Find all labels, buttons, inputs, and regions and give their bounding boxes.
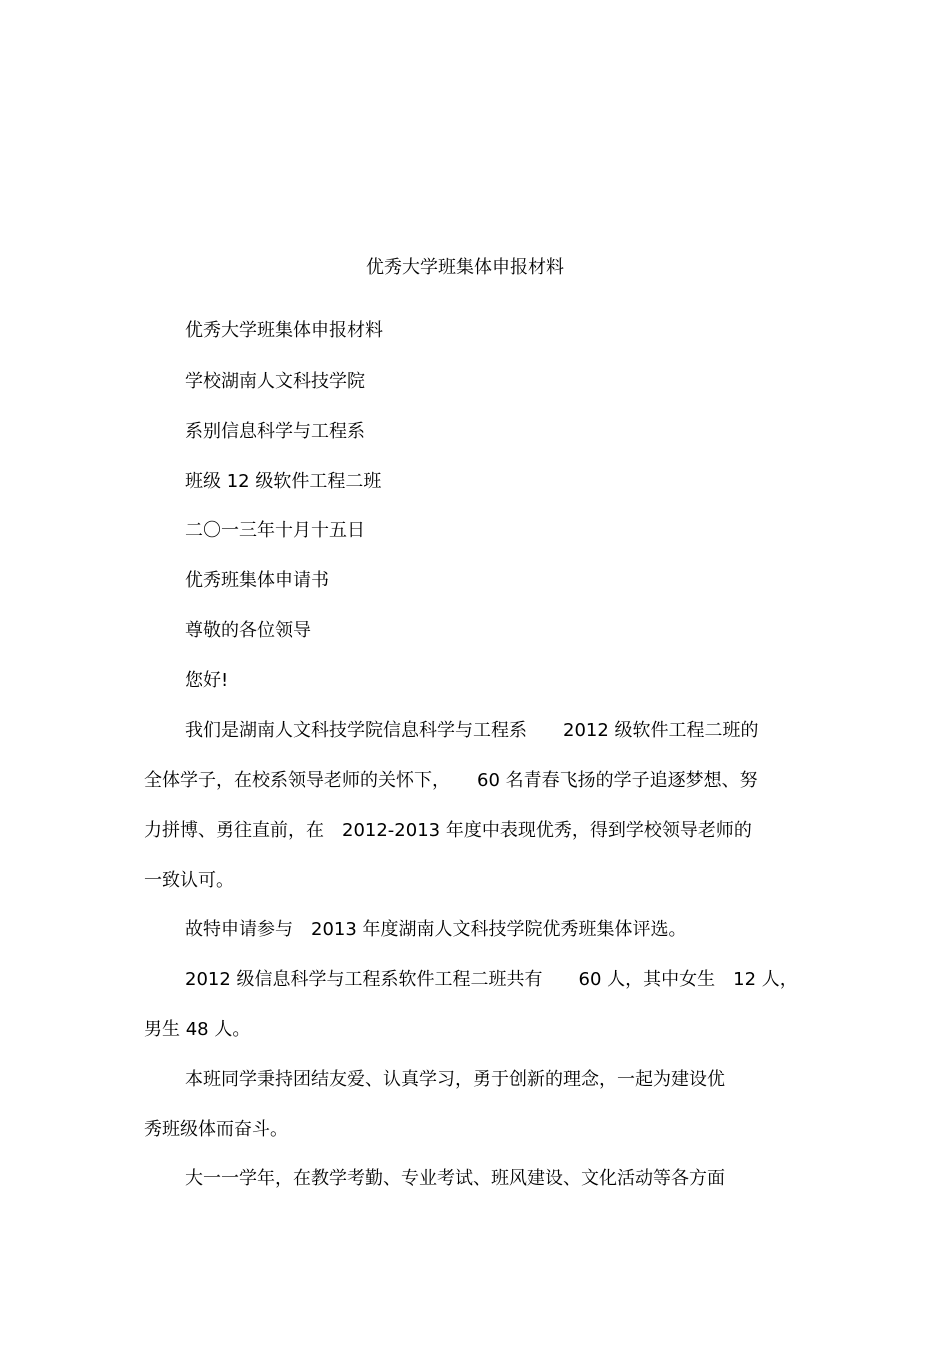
- text-line-paragraph-3-b: 男生 48 人。: [144, 1019, 251, 1040]
- text-line-paragraph-1-b: 全体学子，在校系领导老师的关怀下， 60 名青春飞扬的学子追逐梦想、努: [144, 770, 758, 791]
- text-line-paragraph-1-c: 力拼博、勇往直前，在 2012-2013 年度中表现优秀，得到学校领导老师的: [144, 820, 752, 841]
- text-line-department: 系别信息科学与工程系: [185, 421, 365, 442]
- text-line-class: 班级 12 级软件工程二班: [185, 471, 382, 492]
- text-line-school: 学校湖南人文科技学院: [185, 371, 365, 392]
- text-line-paragraph-2: 故特申请参与 2013 年度湖南人文科技学院优秀班集体评选。: [185, 919, 687, 940]
- text-line-paragraph-3-a: 2012 级信息科学与工程系软件工程二班共有 60 人，其中女生 12 人，: [185, 969, 798, 990]
- text-line-paragraph-1-a: 我们是湖南人文科技学院信息科学与工程系 2012 级软件工程二班的: [185, 720, 759, 741]
- text-line-greeting: 您好!: [185, 670, 229, 691]
- text-line-paragraph-1-d: 一致认可。: [144, 870, 234, 891]
- text-line-paragraph-4-b: 秀班级体而奋斗。: [144, 1119, 288, 1140]
- text-line-paragraph-4-a: 本班同学秉持团结友爱、认真学习，勇于创新的理念，一起为建设优: [185, 1069, 725, 1090]
- text-line-salutation: 尊敬的各位领导: [185, 620, 311, 641]
- text-line-application-title: 优秀班集体申请书: [185, 570, 329, 591]
- text-line-date: 二〇一三年十月十五日: [185, 520, 365, 541]
- text-line-paragraph-5: 大一一学年，在教学考勤、专业考试、班风建设、文化活动等各方面: [185, 1168, 725, 1189]
- document-title: 优秀大学班集体申报材料: [366, 257, 564, 278]
- text-line-heading: 优秀大学班集体申报材料: [185, 320, 383, 341]
